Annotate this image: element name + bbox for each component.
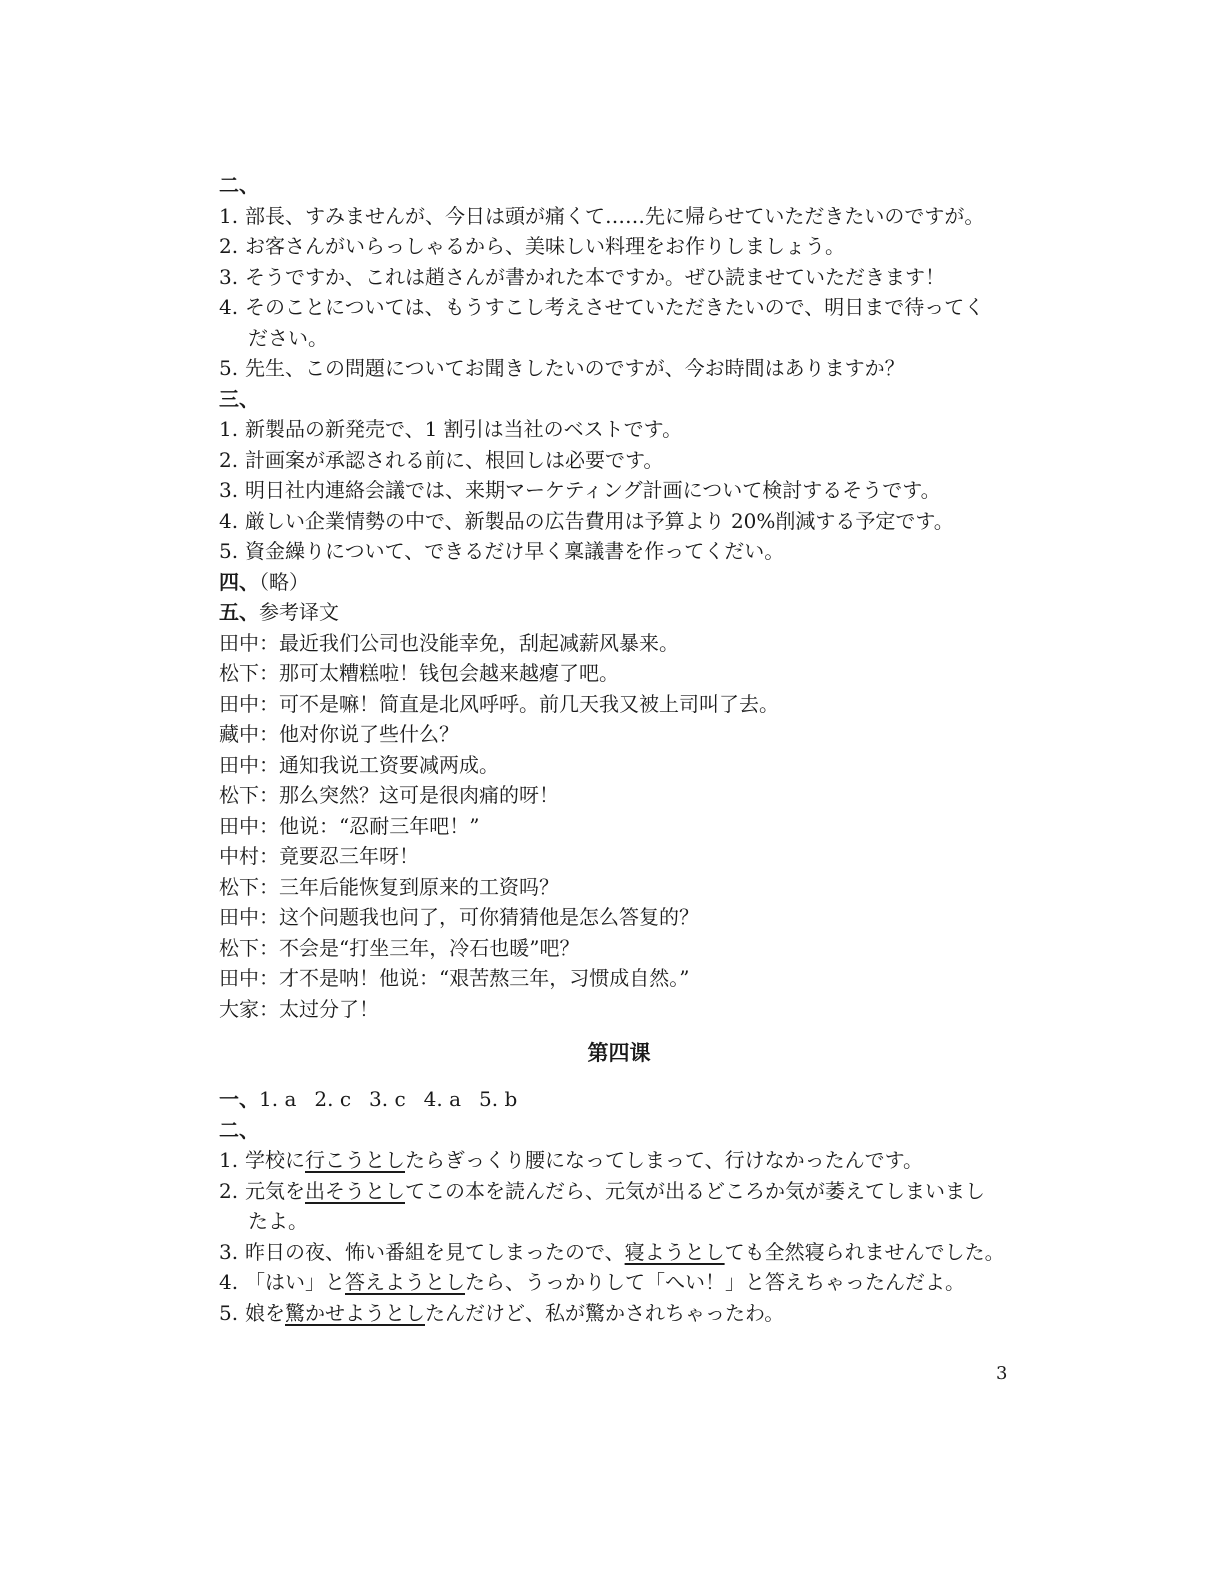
dialogue-line: 田中：最近我们公司也没能幸免，刮起减薪风暴来。	[219, 630, 679, 655]
section-5-text: 参考译文	[259, 600, 339, 624]
dialogue-line: 中村：竟要忍三年呀！	[219, 844, 419, 868]
dialogue-line: 田中：才不是呐！他说：“艰苦熬三年，习惯成自然。”	[219, 966, 690, 990]
answer-item: 5. b	[479, 1087, 518, 1111]
item-text-post: ても全然寝られませんでした。	[724, 1239, 1005, 1264]
item-number: 4.	[219, 295, 239, 319]
list-item	[219, 445, 1019, 476]
item-number: 4.	[219, 508, 239, 533]
section-heading-2: 二、	[219, 173, 259, 197]
item-text-pre: 元気を	[245, 1178, 305, 1203]
section-4	[219, 567, 1019, 598]
list-item	[219, 536, 1019, 567]
list-item	[219, 1298, 1019, 1329]
document-page	[219, 170, 1019, 1328]
item-number: 2.	[219, 234, 239, 258]
item-text-post: たらぎっくり腰になってしまって、行けなかったんです。	[405, 1148, 923, 1172]
item-number: 1.	[219, 203, 239, 228]
item-text: 部長、すみませんが、今日は頭が痛くて……先に帰らせていただきたいのですが。	[245, 203, 985, 228]
item-text: 明日社内連絡会議では、来期マーケティング計画について検討するそうです。	[245, 478, 941, 502]
item-text: 新製品の新発売で、1 割引は当社のベストです。	[245, 417, 683, 441]
dialogue-line: 田中：这个问题我也问了，可你猜猜他是怎么答复的？	[219, 905, 699, 929]
item-number: 5.	[219, 1300, 239, 1325]
item-continuation: たよ。	[248, 1209, 308, 1233]
answer-row	[219, 1084, 1019, 1115]
answer-item: 3. c	[369, 1087, 406, 1111]
item-text: お客さんがいらっしゃるから、美味しい料理をお作りしましょう。	[245, 234, 845, 258]
item-text: 資金繰りについて、できるだけ早く稟議書を作ってくだい。	[245, 539, 785, 563]
section-heading-5: 五、	[219, 600, 259, 624]
underlined-answer: 寝ようとし	[624, 1239, 725, 1264]
list-item	[219, 292, 1019, 323]
item-text: そのことについては、もうすこし考えさせていただきたいので、明日まで待ってく	[245, 295, 985, 319]
list-item	[219, 1145, 1019, 1176]
underlined-answer: 行こうとし	[305, 1148, 405, 1172]
dialogue-line: 松下：不会是“打坐三年，冷石也暖”吧？	[219, 935, 580, 960]
section-heading-1: 一、	[219, 1087, 259, 1111]
page-number: 3	[996, 1363, 1008, 1384]
lesson-title: 第四课	[587, 1041, 651, 1065]
list-item	[219, 1267, 1019, 1298]
item-text-post: たら、うっかりして「へい！」と答えちゃったんだよ。	[465, 1270, 965, 1294]
item-number: 5.	[219, 539, 239, 563]
item-text: 計画案が承認される前に、根回しは必要です。	[245, 447, 664, 472]
section-4-text: （略）	[259, 569, 309, 594]
list-item	[219, 353, 1019, 384]
dialogue-line: 大家：太过分了！	[219, 996, 379, 1021]
dialogue-line: 松下：那可太糟糕啦！钱包会越来越瘪了吧。	[219, 661, 619, 685]
item-number: 3.	[219, 478, 239, 502]
underlined-answer: 答えようとし	[345, 1270, 465, 1294]
item-number: 5.	[219, 356, 239, 380]
underlined-answer: 出そうとし	[305, 1178, 405, 1203]
dialogue-line: 藏中：他对你说了些什么？	[219, 722, 459, 746]
section-5	[219, 597, 1019, 628]
list-item	[219, 231, 1019, 262]
item-text-pre: 学校に	[245, 1148, 305, 1172]
item-text-pre: 昨日の夜、怖い番組を見てしまったので、	[245, 1239, 625, 1264]
underlined-answer: 驚かせようとし	[285, 1300, 425, 1325]
section-heading-3: 三、	[219, 386, 259, 411]
list-item	[219, 201, 1019, 232]
dialogue-line: 松下：那么突然？这可是很肉痛的呀！	[219, 783, 559, 807]
item-number: 2.	[219, 1178, 239, 1203]
answer-item: 4. a	[423, 1087, 462, 1111]
list-item	[219, 414, 1019, 445]
list-item	[219, 262, 1019, 293]
section-heading-2: 二、	[219, 1117, 259, 1142]
list-item	[219, 475, 1019, 506]
item-text-post: たんだけど、私が驚かされちゃったわ。	[425, 1300, 785, 1325]
answer-item: 1. a	[259, 1087, 297, 1111]
dialogue-line: 田中：可不是嘛！简直是北风呼呼。前几天我又被上司叫了去。	[219, 691, 779, 716]
dialogue-line: 田中：他说：“忍耐三年吧！”	[219, 813, 480, 838]
item-text-post: てこの本を読んだら、元気が出るどころか気が萎えてしまいまし	[405, 1178, 985, 1203]
item-number: 4.	[219, 1270, 239, 1294]
dialogue-line: 松下：三年后能恢复到原来的工资吗？	[219, 874, 559, 899]
answer-item: 2. c	[314, 1087, 352, 1111]
item-continuation: ださい。	[248, 325, 328, 350]
list-item	[219, 1176, 1019, 1207]
item-text-pre: 「はい」と	[245, 1270, 345, 1294]
item-text: 厳しい企業情勢の中で、新製品の広告費用は予算より 20%削減する予定です。	[245, 508, 954, 533]
item-number: 1.	[219, 1148, 239, 1172]
section-heading-4: 四、	[219, 569, 259, 594]
item-text: 先生、この問題についてお聞きしたいのですが、今お時間はありますか？	[245, 356, 905, 380]
item-number: 1.	[219, 417, 239, 441]
list-item	[219, 1237, 1019, 1268]
dialogue-line: 田中：通知我说工资要减两成。	[219, 752, 499, 777]
item-number: 3.	[219, 1239, 239, 1264]
item-text-pre: 娘を	[245, 1300, 285, 1325]
item-number: 3.	[219, 264, 239, 289]
list-item	[219, 506, 1019, 537]
item-number: 2.	[219, 447, 239, 472]
item-text: そうですか、これは趙さんが書かれた本ですか。ぜひ読ませていただきます！	[245, 264, 945, 289]
